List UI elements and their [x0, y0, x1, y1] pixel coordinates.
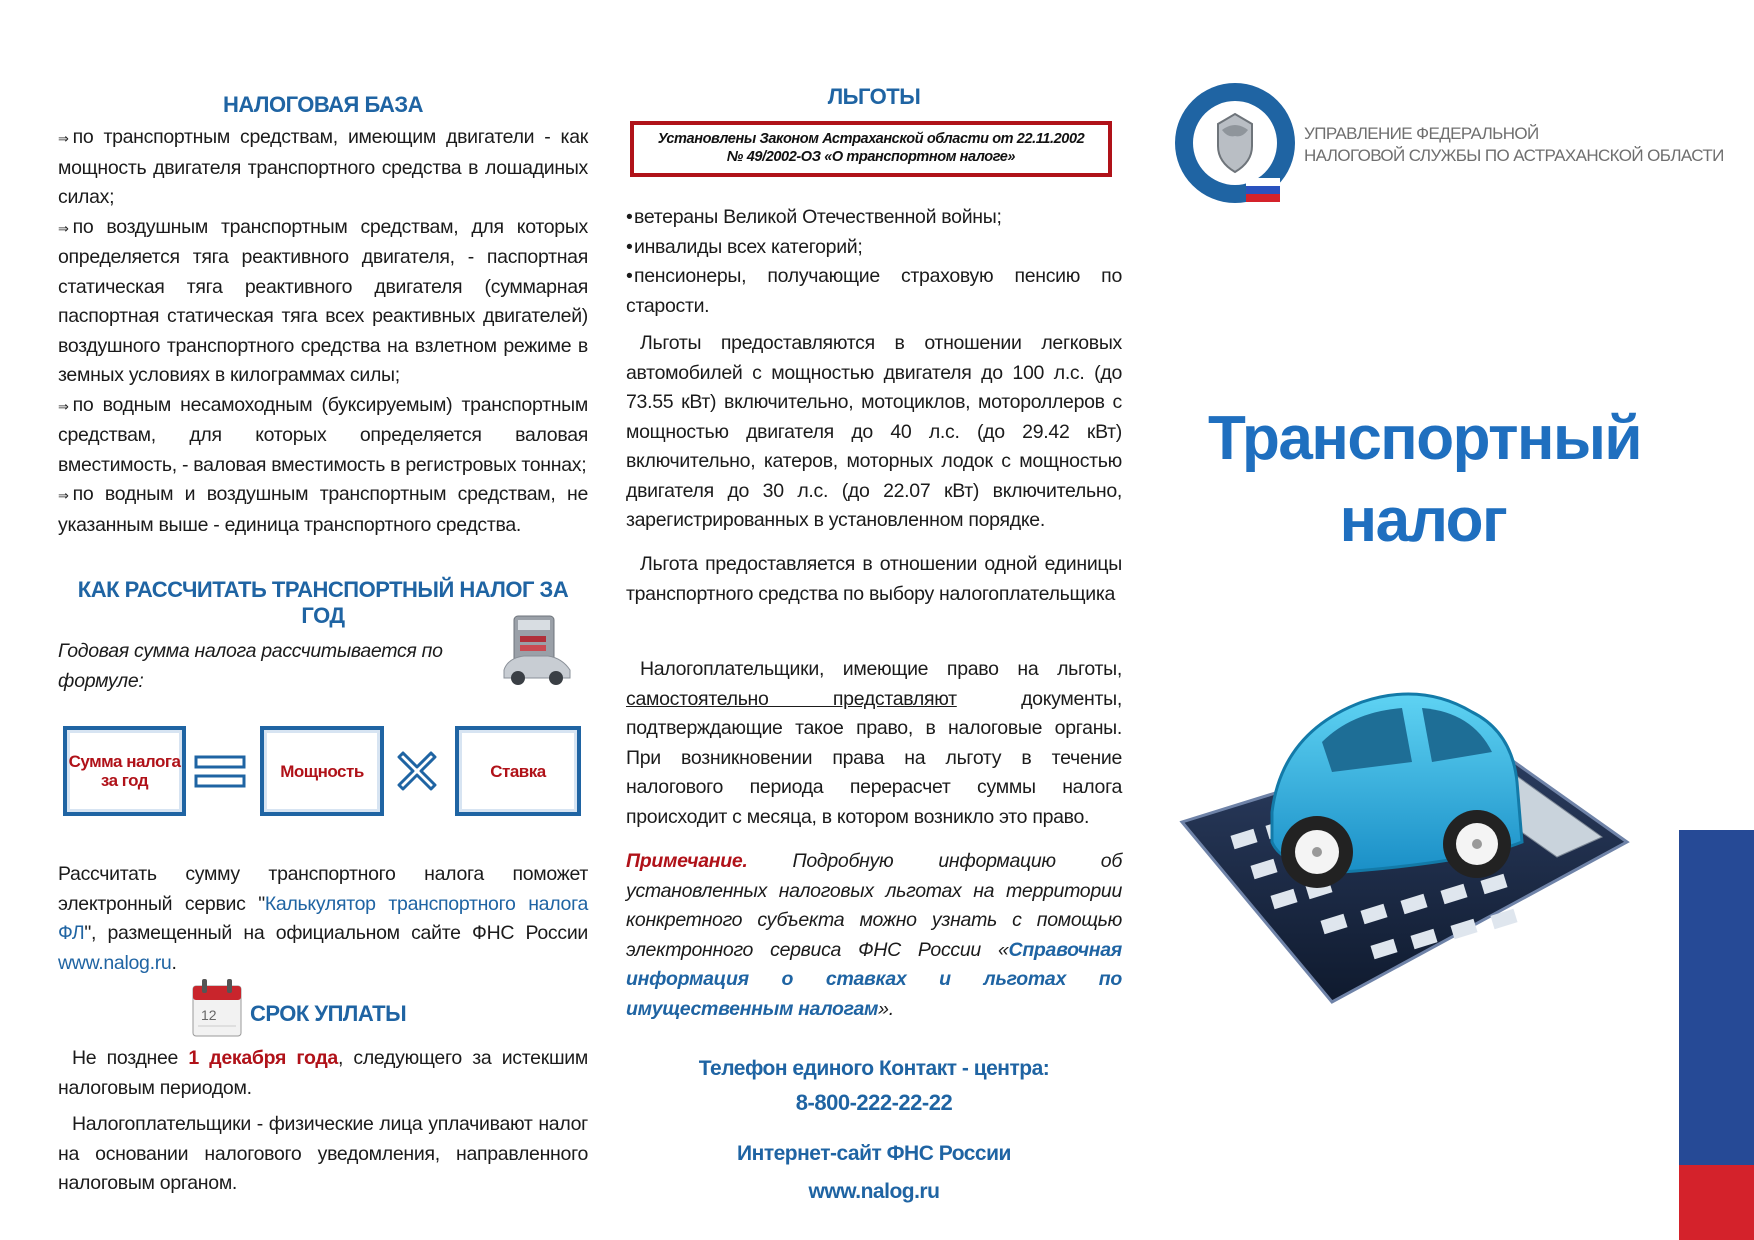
benefits-list: [626, 203, 1122, 321]
site-label: Интернет-сайт ФНС России: [737, 1142, 1011, 1165]
benefits-paragraph-2: Льгота предоставляется в отношении одной единицы транспортного средства по выбору налогоплательщика: [626, 553, 1122, 605]
calculator-car-icon: [498, 612, 578, 692]
list-item: ⇒ по водным несамоходным (буксируемым) транспортным средствам, для которых определяется валовая вместимость, - валовая вместимость в регистровых тоннах;: [58, 393, 588, 476]
svg-text:12: 12: [201, 1007, 217, 1023]
phone-number[interactable]: 8-800-222-22-22: [795, 1090, 953, 1115]
stripe-blue: [1679, 830, 1754, 1165]
tax-base-title: НАЛОГОВАЯ БАЗА: [222, 92, 424, 117]
benefits-paragraph-3: Налогоплательщики, имеющие право на льготы, самостоятельно представляют документы, подтверждающие такое право, в налоговые органы. При возникновении права на льготу в течение налогового периода перерасчет суммы налога происходит с месяца, в котором возникло это право.: [626, 658, 1122, 828]
arrow-icon: ⇒: [58, 398, 69, 414]
term-paragraph-2: Налогоплательщики - физические лица уплачивают налог на основании налогового уведомления, направленного налоговым органом.: [58, 1113, 588, 1194]
bullet-icon: •: [626, 206, 633, 228]
phone-label: Телефон единого Контакт - центра:: [698, 1057, 1050, 1080]
arrow-icon: ⇒: [58, 220, 69, 236]
title-line-1: Транспортный: [1208, 404, 1642, 473]
list-item: •инвалиды всех категорий;: [626, 233, 1122, 263]
arrow-icon: ⇒: [58, 488, 69, 503]
org-name-line-2: НАЛОГОВОЙ СЛУЖБЫ ПО АСТРАХАНСКОЙ ОБЛАСТИ: [1304, 146, 1724, 165]
list-item: •ветераны Великой Отечественной войны;: [626, 203, 1122, 233]
nalog-site-link[interactable]: www.nalog.ru: [58, 951, 172, 974]
calendar-icon: [190, 976, 244, 1040]
law-line-2: № 49/2002-ОЗ «О транспортном налоге»: [726, 149, 1016, 165]
site-link[interactable]: www.nalog.ru: [808, 1180, 940, 1203]
car-on-calculator-illustration: [1172, 672, 1642, 1028]
calc-service-text: Рассчитать сумму транспортного налога поможет электронный сервис "Калькулятор транспортного налога ФЛ", размещенный на официальном сайте ФНС России www.nalog.ru.: [58, 863, 588, 974]
tax-base-list: [58, 123, 588, 540]
term-title: СРОК УПЛАТЫ: [250, 1001, 407, 1026]
reference-service-link[interactable]: Справочная информация о ставках и льготах по имущественным налогам: [626, 938, 1122, 1020]
calculator-link[interactable]: Калькулятор транспортного налога ФЛ: [58, 892, 588, 944]
formula-box-rate: Ставка: [455, 726, 581, 816]
fns-emblem-icon: [1172, 80, 1298, 206]
stripe-red: [1679, 1165, 1754, 1240]
benefits-title: ЛЬГОТЫ: [827, 84, 921, 109]
list-item: ⇒ по воздушным транспортным средствам, для которых определяется тяга реактивного двигателя, - паспортная статическая тяга реактивного двигателя (суммарная паспортная статическая тяга всех реактивных двигателей) воздушного транспортного средства на взлетном режиме в земных условиях в килограммах силы;: [58, 215, 588, 386]
note-paragraph: Примечание. Подробную информацию об установленных налоговых льготах на территории конкретного субъекта можно узнать с помощью электронного сервиса ФНС России «Справочная информация о ставках и льготах по имущественным налогам».: [626, 850, 1122, 1020]
formula-box-power: Мощность: [260, 726, 384, 816]
org-name-line-1: УПРАВЛЕНИЕ ФЕДЕРАЛЬНОЙ: [1304, 124, 1539, 143]
multiply-icon: [394, 748, 440, 794]
law-box: [630, 121, 1112, 177]
org-name: [1304, 123, 1754, 167]
deadline-date: 1 декабря года: [188, 1047, 338, 1069]
note-label: Примечание.: [626, 850, 748, 872]
list-item: ⇒ по транспортным средствам, имеющим двигатели - как мощность двигателя транспортного средства в лошадиных силах;: [58, 126, 588, 208]
term-paragraph-1: Не позднее 1 декабря года, следующего за истекшим налоговым периодом.: [58, 1047, 588, 1099]
list-item: •пенсионеры, получающие страховую пенсию по старости.: [626, 262, 1122, 321]
benefits-paragraph-1: Льготы предоставляются в отношении легковых автомобилей с мощностью двигателя до 100 л.с. (до 73.55 кВт) включительно, мотоциклов, мотороллеров с мощностью двигателя до 40 л.с. (до 29.42 кВт) включительно, катеров, моторных лодок с мощностью двигателя до 30 л.с. (до 22.07 кВт) включительно, зарегистрированных в установленном порядке.: [626, 332, 1122, 531]
equals-icon: [194, 754, 246, 790]
law-line-1: Установлены Законом Астраханской области от 22.11.2002: [657, 131, 1085, 147]
bullet-icon: •: [626, 235, 633, 258]
arrow-icon: ⇒: [58, 131, 69, 146]
column-right: [1168, 0, 1754, 1240]
page-title: [1208, 398, 1642, 562]
list-item: ⇒ по водным и воздушным транспортным средствам, не указанным выше - единица транспортного средства.: [58, 483, 588, 536]
bullet-icon: •: [626, 265, 633, 287]
formula-box-sum: Сумма налога за год: [63, 726, 186, 816]
calc-title: КАК РАССЧИТАТЬ ТРАНСПОРТНЫЙ НАЛОГ ЗА ГОД: [77, 577, 569, 628]
title-line-2: налог: [1339, 486, 1507, 555]
calc-intro: Годовая сумма налога рассчитывается по формуле:: [58, 640, 443, 692]
